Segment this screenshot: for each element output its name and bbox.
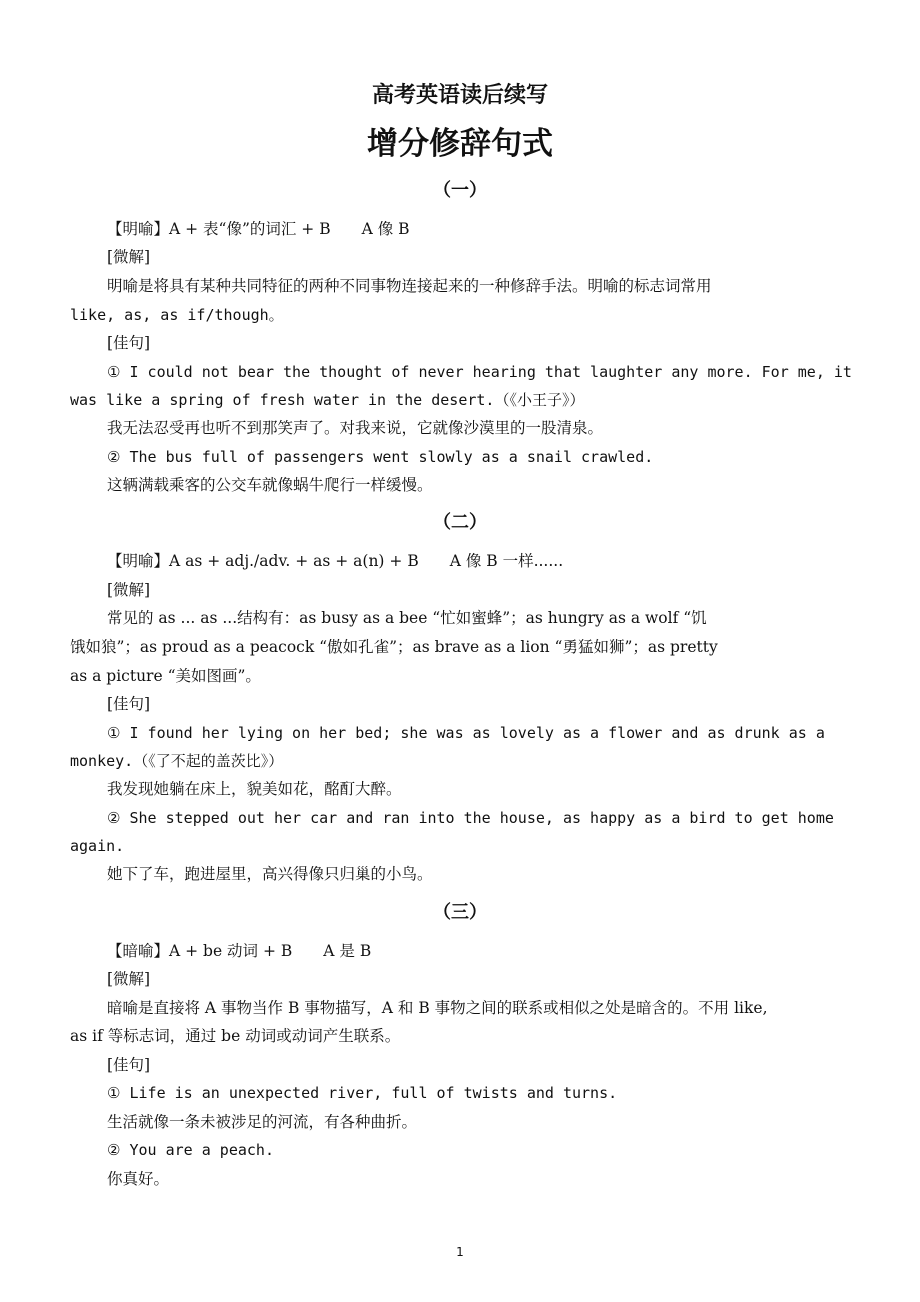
document-title: 高考英语读后续写 — [371, 83, 548, 108]
section-1-weijie-label: [微解] — [107, 248, 151, 266]
section-3-weijie-label: [微解] — [107, 970, 151, 988]
section-3-weijie-line-1: 暗喻是直接将 A 事物当作 B 事物描写，A 和 B 事物之间的联系或相似之处是暗含的。不用 like, — [107, 999, 768, 1017]
section-3-heading: （三） — [433, 902, 487, 923]
section-2-rule: 【明喻】A as + adj./adv. + as + a(n) + B A 像 B 一样...... — [107, 552, 564, 570]
section-2-example-2-en-line-1: ② She stepped out her car and ran into the house, as happy as a bird to get home — [107, 809, 834, 827]
section-1-example-1-zh: 我无法忍受再也听不到那笑声了。对我来说，它就像沙漠里的一股清泉。 — [107, 419, 604, 437]
section-3-example-1-en: ① Life is an unexpected river, full of twists and turns. — [107, 1084, 618, 1102]
section-1-weijie-line-2: like, as, as if/though。 — [70, 306, 284, 324]
section-1-example-2-en: ② The bus full of passengers went slowly as a snail crawled. — [107, 448, 654, 466]
section-3-example-2-zh: 你真好。 — [107, 1170, 170, 1188]
section-1-heading: （一） — [433, 180, 487, 201]
section-1-example-2-zh: 这辆满载乘客的公交车就像蜗牛爬行一样缓慢。 — [107, 476, 433, 494]
section-1-example-1-en-line-1: ① I could not bear the thought of never hearing that laughter any more. For me, it — [107, 363, 852, 381]
section-3-rule: 【暗喻】A + be 动词 + B A 是 B — [107, 942, 372, 960]
section-1-rule: 【明喻】A + 表“像”的词汇 + B A 像 B — [107, 220, 410, 238]
section-3-weijie-line-2: as if 等标志词，通过 be 动词或动词产生联系。 — [70, 1027, 401, 1045]
section-1-weijie-line-1: 明喻是将具有某种共同特征的两种不同事物连接起来的一种修辞手法。明喻的标志词常用 — [107, 277, 712, 295]
section-3-example-1-zh: 生活就像一条未被涉足的河流，有各种曲折。 — [107, 1113, 418, 1131]
section-3-example-2-en: ② You are a peach. — [107, 1141, 274, 1159]
section-2-weijie-line-1: 常见的 as ... as ...结构有：as busy as a bee “忙如蜜蜂”；as hungry as a wolf “饥 — [107, 609, 707, 627]
section-2-example-1-en-line-1: ① I found her lying on her bed; she was as lovely as a flower and as drunk as a — [107, 724, 825, 742]
section-3-jiaju-label: [佳句] — [107, 1056, 151, 1074]
section-2-example-2-zh: 她下了车，跑进屋里，高兴得像只归巢的小鸟。 — [107, 865, 433, 883]
section-1-jiaju-label: [佳句] — [107, 334, 151, 352]
section-2-heading: （二） — [433, 512, 487, 533]
section-2-weijie-line-3: as a picture “美如图画”。 — [70, 667, 261, 685]
section-2-example-1-en-line-2: monkey.（《了不起的盖茨比》） — [70, 752, 284, 770]
section-2-example-1-zh: 我发现她躺在床上，貌美如花，酩酊大醉。 — [107, 780, 402, 798]
document-subtitle: 增分修辞句式 — [367, 126, 553, 162]
section-2-example-2-en-line-2: again. — [70, 837, 125, 855]
page-number: 1 — [456, 1245, 464, 1259]
section-2-weijie-label: [微解] — [107, 581, 151, 599]
section-1-example-1-en-line-2: was like a spring of fresh water in the desert.（《小王子》） — [70, 391, 585, 409]
section-2-jiaju-label: [佳句] — [107, 695, 151, 713]
section-2-weijie-line-2: 饿如狼”；as proud as a peacock “傲如孔雀”；as brave as a lion “勇猛如狮”；as pretty — [70, 638, 718, 656]
